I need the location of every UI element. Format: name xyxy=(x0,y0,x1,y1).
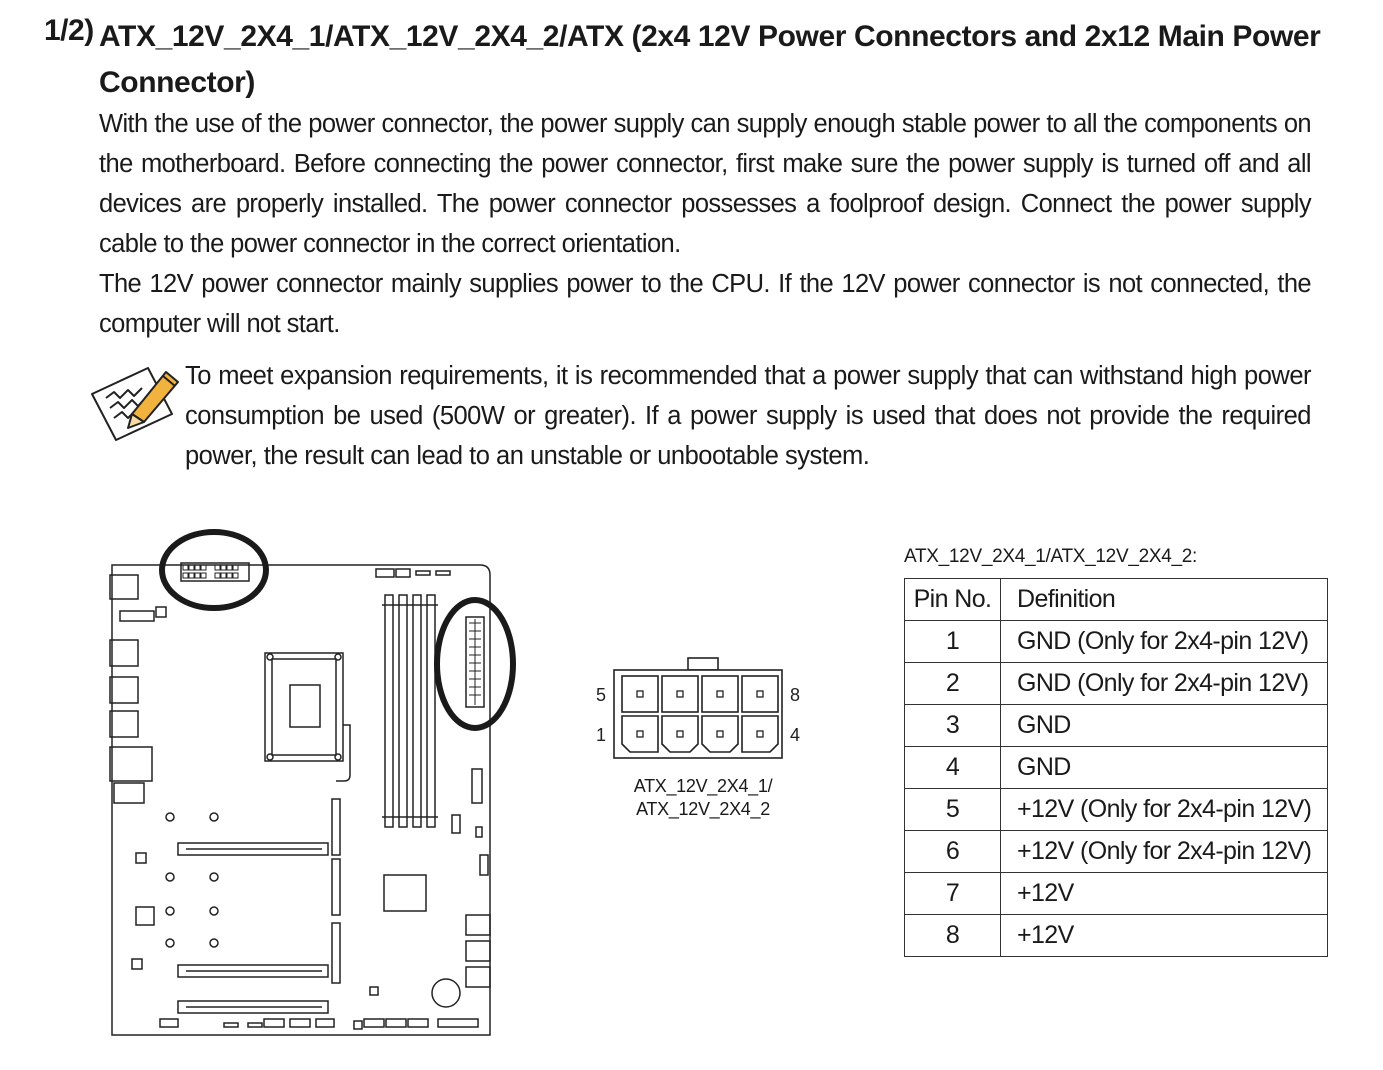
intro-paragraph: With the use of the power connector, the power supply can supply enough stable power to all the components on the motherboard. Before connecting the power connector, first make sure the power supply is turned off and all devices are properly installed. The power connector possesses a foolproof design. Connect the power supply cable to the power connector in the correct orientation. xyxy=(99,110,1311,258)
table-row xyxy=(905,789,1328,831)
section-title: ATX_12V_2X4_1/ATX_12V_2X4_2/ATX (2x4 12V Power Connectors and 2x12 Main Power Connector) xyxy=(99,20,1321,99)
cpu-power-paragraph: The 12V power connector mainly supplies power to the CPU. If the 12V power connector is not connected, the computer will not start. xyxy=(99,270,1311,338)
table-row xyxy=(905,831,1328,873)
table-row xyxy=(905,621,1328,663)
pin-number-cell: 2 xyxy=(905,663,1001,705)
table-row xyxy=(905,915,1328,957)
pin-label-1: 1 xyxy=(596,725,607,745)
table-header-row xyxy=(905,579,1328,621)
pin-label-4: 4 xyxy=(790,725,801,745)
pin-definition-cell: GND xyxy=(1001,705,1328,747)
pin-definition-table xyxy=(904,578,1328,957)
note-text: To meet expansion requirements, it is recommended that a power supply that can withstand high power consumption be used (500W or greater). If a power supply is used that does not provide the required power, the result can lead to an unstable or unbootable system. xyxy=(185,362,1311,470)
section-number: 1/2) xyxy=(44,14,94,47)
pin-number-cell: 4 xyxy=(905,747,1001,789)
table-row xyxy=(905,663,1328,705)
pin-definition-cell: +12V xyxy=(1001,915,1328,957)
connector-caption-line1: ATX_12V_2X4_1/ xyxy=(633,776,773,796)
pin-number-cell: 7 xyxy=(905,873,1001,915)
header-pin-no: Pin No. xyxy=(905,579,1001,621)
table-row xyxy=(905,873,1328,915)
pin-definition-cell: GND (Only for 2x4-pin 12V) xyxy=(1001,663,1328,705)
pin-number-cell: 5 xyxy=(905,789,1001,831)
pin-number-cell: 6 xyxy=(905,831,1001,873)
pin-definition-cell: +12V xyxy=(1001,873,1328,915)
pin-definition-cell: GND xyxy=(1001,747,1328,789)
pin-definition-cell: +12V (Only for 2x4-pin 12V) xyxy=(1001,831,1328,873)
pin-number-cell: 3 xyxy=(905,705,1001,747)
table-row xyxy=(905,747,1328,789)
pin-number-cell: 8 xyxy=(905,915,1001,957)
atx-12v-2x4-connector-diagram xyxy=(590,654,810,769)
pin-number-cell: 1 xyxy=(905,621,1001,663)
pin-label-8: 8 xyxy=(790,685,801,705)
connector-caption xyxy=(618,775,788,821)
motherboard-diagram xyxy=(100,525,530,1050)
pin-table-caption: ATX_12V_2X4_1/ATX_12V_2X4_2: xyxy=(904,546,1198,567)
table-row xyxy=(905,705,1328,747)
note-pencil-icon xyxy=(88,362,180,449)
connector-caption-line2: ATX_12V_2X4_2 xyxy=(636,799,770,819)
header-definition: Definition xyxy=(1001,579,1328,621)
pin-definition-cell: +12V (Only for 2x4-pin 12V) xyxy=(1001,789,1328,831)
pin-label-5: 5 xyxy=(596,685,607,705)
pin-definition-cell: GND (Only for 2x4-pin 12V) xyxy=(1001,621,1328,663)
